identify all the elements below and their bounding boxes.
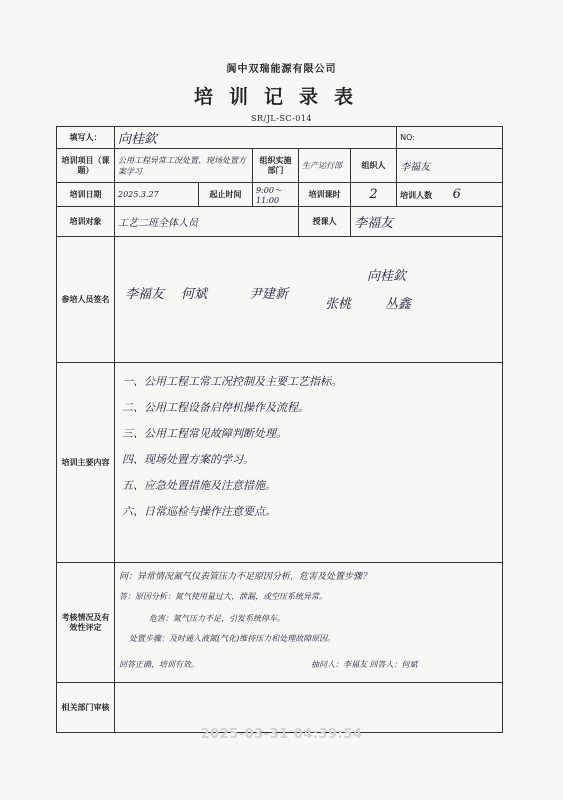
time-text: 9:00～11:00 (256, 185, 282, 205)
lecturer-value (351, 207, 503, 237)
time-label: 起止时间 (199, 183, 253, 207)
participant-signature: 何斌 (181, 287, 208, 302)
row-content (57, 363, 503, 563)
participant-signature: 尹建新 (249, 287, 289, 302)
participants-signatures (115, 237, 503, 363)
assessment-answer-cause: 答：原因分析：氮气使用量过大，泄漏，或空压系统异常。 (119, 592, 327, 601)
participant-signature: 向桂欽 (367, 269, 407, 284)
row-assessment (57, 563, 503, 683)
assessment-answer-hazard: 危害：氮气压力不足，引发系统停车。 (149, 614, 285, 623)
form-title: 培训记录表 (193, 86, 369, 108)
project-label: 培训项目（课题） (57, 149, 115, 183)
participant-signature: 李福友 (125, 287, 165, 302)
content-item: 五、应急处置措施及注意措施。 (122, 479, 276, 492)
project-value (115, 149, 253, 183)
target-label: 培训对象 (57, 207, 115, 237)
participants-label: 参培人员签名 (57, 237, 115, 363)
training-record-table (56, 126, 503, 733)
target-value (115, 207, 299, 237)
company-name: 阆中双瑞能源有限公司 (226, 64, 337, 75)
target-text: 工艺二班全体人员 (118, 218, 198, 229)
count-cell (397, 183, 503, 207)
hours-text: 2 (369, 187, 378, 202)
row-review (57, 683, 503, 733)
review-value (115, 683, 503, 733)
count-text: 6 (452, 187, 461, 202)
filler-value (115, 127, 397, 149)
date-value (115, 183, 199, 207)
row-participants (57, 237, 503, 363)
participant-signature: 丛鑫 (385, 297, 412, 312)
row-project (57, 149, 503, 183)
organizer-value (397, 149, 503, 183)
row-target (57, 207, 503, 237)
assessment-answer-steps: 处置步骤：及时通入液氮(气化)维持压力和处理故障原因。 (129, 634, 336, 643)
filler-label: 填写人： (57, 127, 115, 149)
org-text: 生产运行部 (302, 161, 342, 170)
row-date (57, 183, 503, 207)
lecturer-label: 授课人 (299, 207, 351, 237)
review-label: 相关部门审核 (57, 683, 115, 733)
organizer-text: 李福友 (400, 162, 431, 173)
lecturer-text: 李福友 (354, 216, 394, 231)
date-label: 培训日期 (57, 183, 115, 207)
time-value (253, 183, 299, 207)
form-code: SR/JL-SC-014 (251, 114, 312, 123)
content-item: 二、公用工程设备启停机操作及流程。 (122, 401, 309, 414)
assessment-label: 考核情况及有效性评定 (57, 563, 115, 683)
content-list (115, 363, 503, 563)
participant-signature: 张桃 (325, 297, 352, 312)
content-item: 四、现场处置方案的学习。 (122, 453, 254, 466)
scan-timestamp: 2025-03-31 04:39:54 (200, 727, 363, 742)
content-item: 三、公用工程常见故障判断处理。 (122, 427, 287, 440)
hours-value (351, 183, 397, 207)
count-label: 培训人数 (400, 191, 433, 200)
org-value (299, 149, 351, 183)
assessment-question: 问：异常情况氮气仪表管压力不足原因分析，危害及处置步骤？ (119, 572, 372, 582)
content-item: 六、日常巡检与操作注意要点。 (122, 505, 276, 518)
no-label: NO: (400, 133, 415, 142)
project-text: 公用工程异常工况处置、现场处置方案学习 (118, 155, 246, 176)
row-filler (57, 127, 503, 149)
assessment-result: 回答正确，培训有效。 (119, 660, 199, 669)
filler-name: 向桂欽 (118, 132, 158, 147)
assessment-checker: 抽问人：李福友 回答人：何斌 (311, 660, 418, 669)
org-label: 组织实施部门 (253, 149, 299, 183)
date-text: 2025.3.27 (118, 190, 159, 199)
content-item: 一、公用工程工常工况控制及主要工艺指标。 (122, 375, 342, 388)
content-label: 培训主要内容 (57, 363, 115, 563)
assessment-content (115, 563, 503, 683)
hours-label: 培训课时 (299, 183, 351, 207)
no-cell (397, 127, 503, 149)
organizer-label: 组织人 (351, 149, 397, 183)
